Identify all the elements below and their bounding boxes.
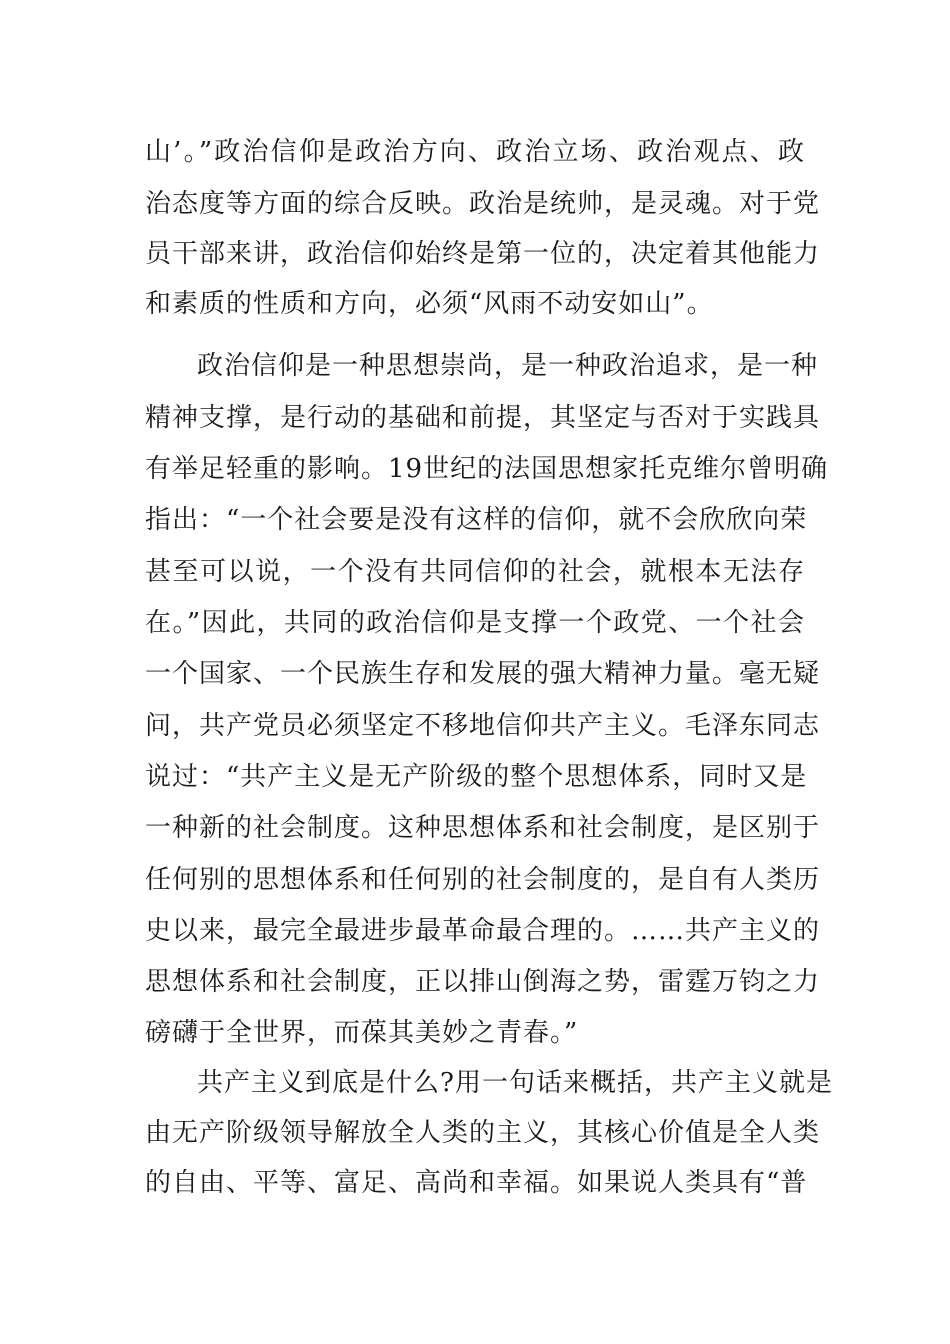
text-line: 精神支撑，是行动的基础和前提，其坚定与否对于实践具 xyxy=(145,403,821,433)
text-line: 磅礴于全世界，而葆其美妙之青春。” xyxy=(145,1018,579,1048)
text-line: 史以来，最完全最进步最革命最合理的。……共产主义的 xyxy=(145,916,821,946)
text-line: 问，共产党员必须坚定不移地信仰共产主义。毛泽东同志 xyxy=(145,711,821,741)
text-line: 说过：“共产主义是无产阶级的整个思想体系，同时又是 xyxy=(145,762,808,792)
text-line: 一种新的社会制度。这种思想体系和社会制度，是区别于 xyxy=(145,813,821,843)
text-line: 指出：“一个社会要是没有这样的信仰，就不会欣欣向荣 xyxy=(145,505,808,535)
text-line: 和素质的性质和方向，必须“风雨不动安如山”。 xyxy=(145,289,714,319)
text-line: 有举足轻重的影响。19世纪的法国思想家托克维尔曾明确 xyxy=(145,454,829,484)
text-line: 任何别的思想体系和任何别的社会制度的，是自有人类历 xyxy=(145,865,821,895)
text-line: 的自由、平等、富足、高尚和幸福。如果说人类具有“普 xyxy=(145,1168,808,1198)
text-line: 一个国家、一个民族生存和发展的强大精神力量。毫无疑 xyxy=(145,659,821,689)
text-line: 山’。”政治信仰是政治方向、政治立场、政治观点、政 xyxy=(145,137,805,167)
paragraph-first-line: 政治信仰是一种思想崇尚，是一种政治追求，是一种 xyxy=(197,351,819,381)
text-line: 思想体系和社会制度，正以排山倒海之势，雷霆万钧之力 xyxy=(145,967,821,997)
paragraph-first-line: 共产主义到底是什么?用一句话来概括，共产主义就是 xyxy=(197,1068,833,1098)
text-line: 在。”因此，共同的政治信仰是支撑一个政党、一个社会 xyxy=(145,608,805,638)
text-line: 员干部来讲，政治信仰始终是第一位的，决定着其他能力 xyxy=(145,239,821,269)
text-line: 治态度等方面的综合反映。政治是统帅，是灵魂。对于党 xyxy=(145,189,821,219)
text-line: 甚至可以说，一个没有共同信仰的社会，就根本无法存 xyxy=(145,557,805,587)
text-line: 由无产阶级领导解放全人类的主义，其核心价值是全人类 xyxy=(145,1118,821,1148)
